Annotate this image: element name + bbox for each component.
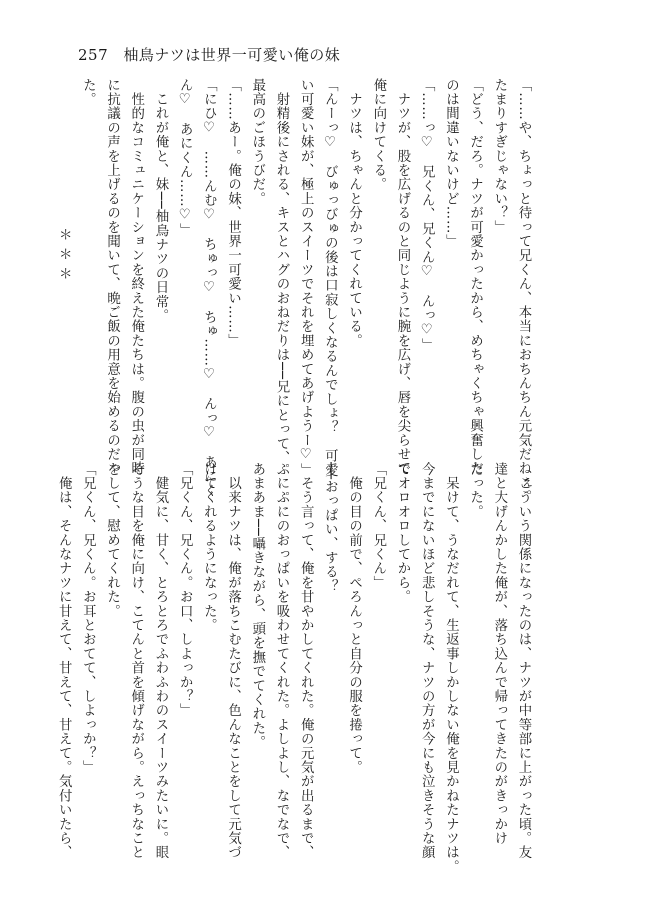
text-line: 「兄くん、兄くん。お耳とおてて、しよっか？」 [80,462,96,775]
text-line: そうな目を俺に向け、こてんと首を傾げながら。えっちなこと [128,462,144,860]
text-line: 「兄くん、兄くん」 [370,462,386,590]
text-line: そう言って、俺を甘やかしてくれた。俺の元気が出るまで、 [298,462,314,860]
text-line: のは間違いないけど……」 [443,78,459,249]
text-line: けてくれるようになった。 [201,462,217,633]
text-line: 健気に、甘く、とろとろでふわふわのスイーツみたいに。眼 [152,462,168,860]
text-line: あまあま──囁きながら、頭を撫でてくれた。 [249,462,265,750]
text-line: こういう関係になったのは、ナツが中等部に上がった頃。友 [516,462,531,860]
text-line: 最高のごほうびだ。 [249,78,265,206]
text-line: 達と大げんかした俺が、落ち込んで帰ってきたのがきっかけ [491,462,507,846]
text-line: 「……あー。俺の妹、世界一可愛い……」 [225,78,241,348]
text-line: ナツは、ちゃんと分かってくれている。 [346,78,362,348]
page-header [78,44,340,65]
text-line: ナツが、股を広げるのと同じように腕を広げ、唇を尖らせて [394,78,410,476]
text-line: 射精後にされる、キスとハグのおねだりは──兄にとって、 [273,78,289,465]
text-line: をして、慰めてくれた。 [104,462,120,619]
scene-break-separator: ＊＊＊ [56,228,72,287]
text-line: い可愛い妹が、極上のスイーツでそれを埋めてあげようー♡」 [298,78,314,478]
text-line: に抗議の声を上げるのを聞いて、晩ご飯の用意を始めるのだっ [104,78,120,476]
lower-text-block [56,462,535,874]
text-line: ん♡ あにくん……♡」 [177,78,193,238]
text-line: 「……や、ちょっと待って兄くん、本当におちんちん元気だねぇ。 [516,78,531,504]
text-line: だった。 [467,462,483,519]
text-line: でオロオロしてから。 [394,462,410,604]
upper-text-block [56,78,535,504]
text-line: 今までにないほど悲しそうな、ナツの方が今にも泣きそうな顔 [419,462,435,860]
book-title: 柚鳥ナツは世界一可愛い俺の妹 [123,46,341,64]
text-line: 「にひ♡ ……んむ♡ ちゅっ♡ ちゅ……♡ んっ♡ あにく [201,78,217,498]
text-line: 呆けて、うなだれて、生返事しかしない俺を見かねたナツは。 [443,462,459,874]
text-line: 「どう、だろ。ナツが可愛かったから、めちゃくちゃ興奮した [467,78,483,476]
text-line: 以来ナツは、俺が落ちこむたびに、色んなことをして元気づ [225,462,241,860]
text-line: 俺に向けてくる。 [370,78,386,192]
text-line: 性的なコミュニケーションを終えた俺たちは。腹の虫が同時 [128,78,144,476]
text-line: これが俺と、妹──柚鳥ナツの日常。 [152,78,168,323]
text-line: 「……っ♡ 兄くん、兄くん♡ んっ♡」 [419,78,435,353]
text-line: 俺は、そんなナツに甘えて、甘えて、甘えて。気付いたら、 [56,462,72,860]
text-line: ぷにぷにのおっぱいを吸わせてくれた。よしよし、なでなで、 [273,462,289,860]
text-line: 俺の目の前で、ぺろんっと自分の服を捲って。 [346,462,362,775]
text-line: 「んーっ♡ びゅっびゅの後は口寂しくなるんでしょ？ 可愛 [322,78,338,478]
text-line: たまりすぎじゃない？」 [491,78,507,235]
page-number: 257 [78,46,109,64]
text-line: ──おっぱい、する？ [322,462,338,594]
text-line: 「兄くん、兄くん。お口、しよっか？」 [177,462,193,718]
text-line: た。 [80,78,96,107]
